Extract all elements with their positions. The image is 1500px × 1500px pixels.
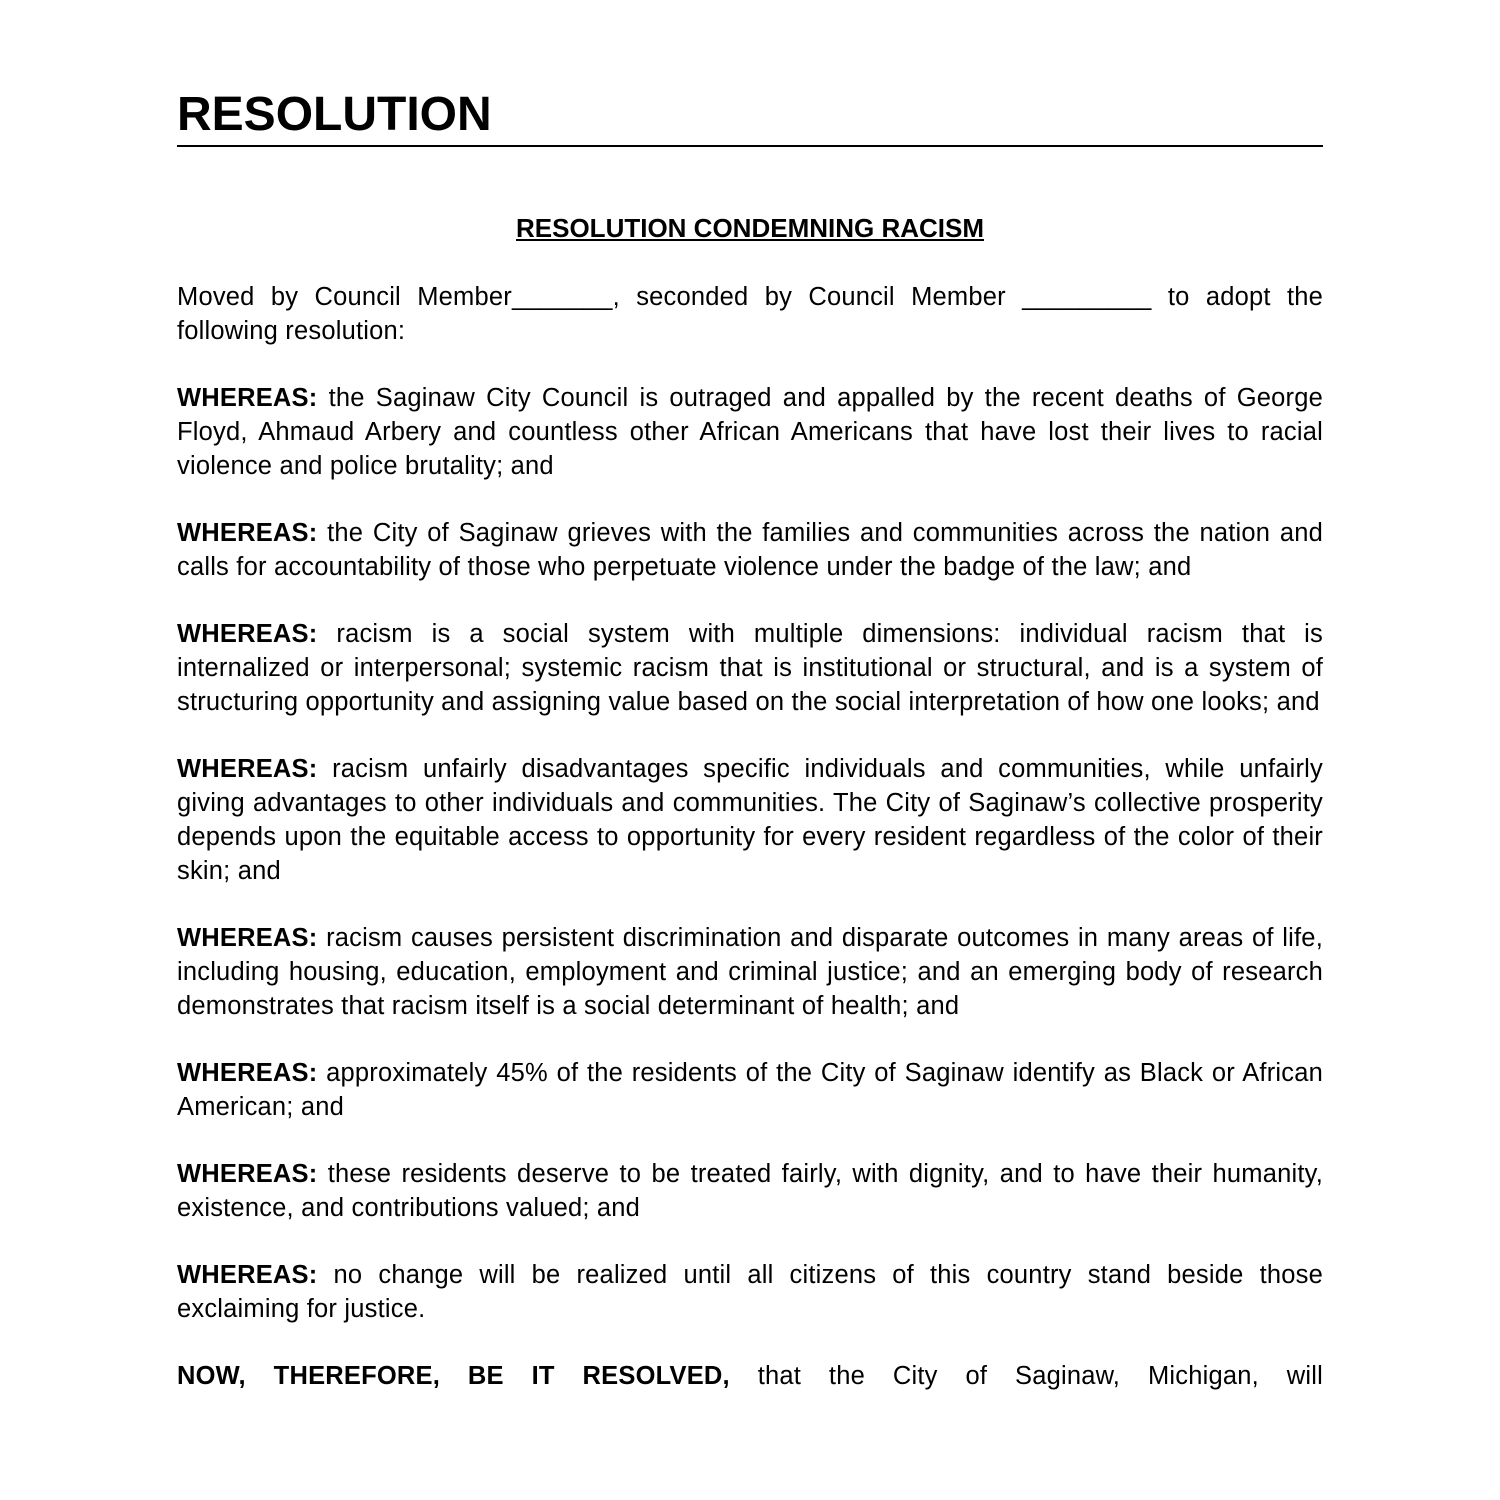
whereas-paragraph xyxy=(177,1258,1323,1326)
whereas-paragraph xyxy=(177,1157,1323,1225)
paragraph-text: racism causes persistent discrimination and disparate outcomes in many areas of life, including housing, education, employment and criminal justice; and an emerging body of research demonstrates that racism itself is a social determinant of health; and xyxy=(177,924,1323,1020)
motion-paragraph xyxy=(177,280,1323,348)
whereas-paragraph xyxy=(177,617,1323,719)
paragraph-lead: WHEREAS: xyxy=(177,519,318,547)
whereas-paragraph xyxy=(177,381,1323,483)
whereas-paragraph xyxy=(177,516,1323,584)
paragraph-text: the Saginaw City Council is outraged and appalled by the recent deaths of George Floyd, Ahmaud Arbery and countless other African Americans that have lost their lives to racial violence and police brutality; and xyxy=(177,384,1323,480)
paragraph-lead: WHEREAS: xyxy=(177,924,318,952)
paragraph-lead: WHEREAS: xyxy=(177,1059,318,1087)
paragraph-text: that the City of Saginaw, Michigan, will xyxy=(757,1362,1323,1390)
paragraph-lead: WHEREAS: xyxy=(177,1261,318,1289)
document-header-title: RESOLUTION xyxy=(177,88,492,141)
resolution-body xyxy=(177,280,1323,1426)
paragraph-lead: WHEREAS: xyxy=(177,384,318,412)
paragraph-text: approximately 45% of the residents of the City of Saginaw identify as Black or African American; and xyxy=(177,1059,1323,1121)
paragraph-text: these residents deserve to be treated fairly, with dignity, and to have their humanity, existence, and contributions valued; and xyxy=(177,1160,1323,1222)
paragraph-text: racism unfairly disadvantages specific individuals and communities, while unfairly giving advantages to other individuals and communities. The City of Saginaw’s collective prosperity depends upon the equitable access to opportunity for every resident regardless of the color of their skin; and xyxy=(177,755,1323,885)
whereas-paragraph xyxy=(177,1056,1323,1124)
resolved-paragraph xyxy=(177,1359,1323,1393)
paragraph-lead: WHEREAS: xyxy=(177,620,318,648)
paragraph-text: racism is a social system with multiple dimensions: individual racism that is internalized or interpersonal; systemic racism that is institutional or structural, and is a system of structuring opportunity and assigning value based on the social interpretation of how one looks; and xyxy=(177,620,1324,716)
paragraph-lead: WHEREAS: xyxy=(177,1160,318,1188)
paragraph-text: the City of Saginaw grieves with the families and communities across the nation and calls for accountability of those who perpetuate violence under the badge of the law; and xyxy=(177,519,1323,581)
paragraph-text: Moved by Council Member_______, seconded by Council Member _________ to adopt the following resolution: xyxy=(177,283,1323,345)
resolution-title: RESOLUTION CONDEMNING RACISM xyxy=(516,213,984,243)
paragraph-lead: WHEREAS: xyxy=(177,755,318,783)
whereas-paragraph xyxy=(177,752,1323,888)
paragraph-lead: NOW, THEREFORE, BE IT RESOLVED, xyxy=(177,1362,730,1390)
paragraph-text: no change will be realized until all citizens of this country stand beside those exclaiming for justice. xyxy=(177,1261,1323,1323)
whereas-paragraph xyxy=(177,921,1323,1023)
header-rule xyxy=(177,145,1323,147)
